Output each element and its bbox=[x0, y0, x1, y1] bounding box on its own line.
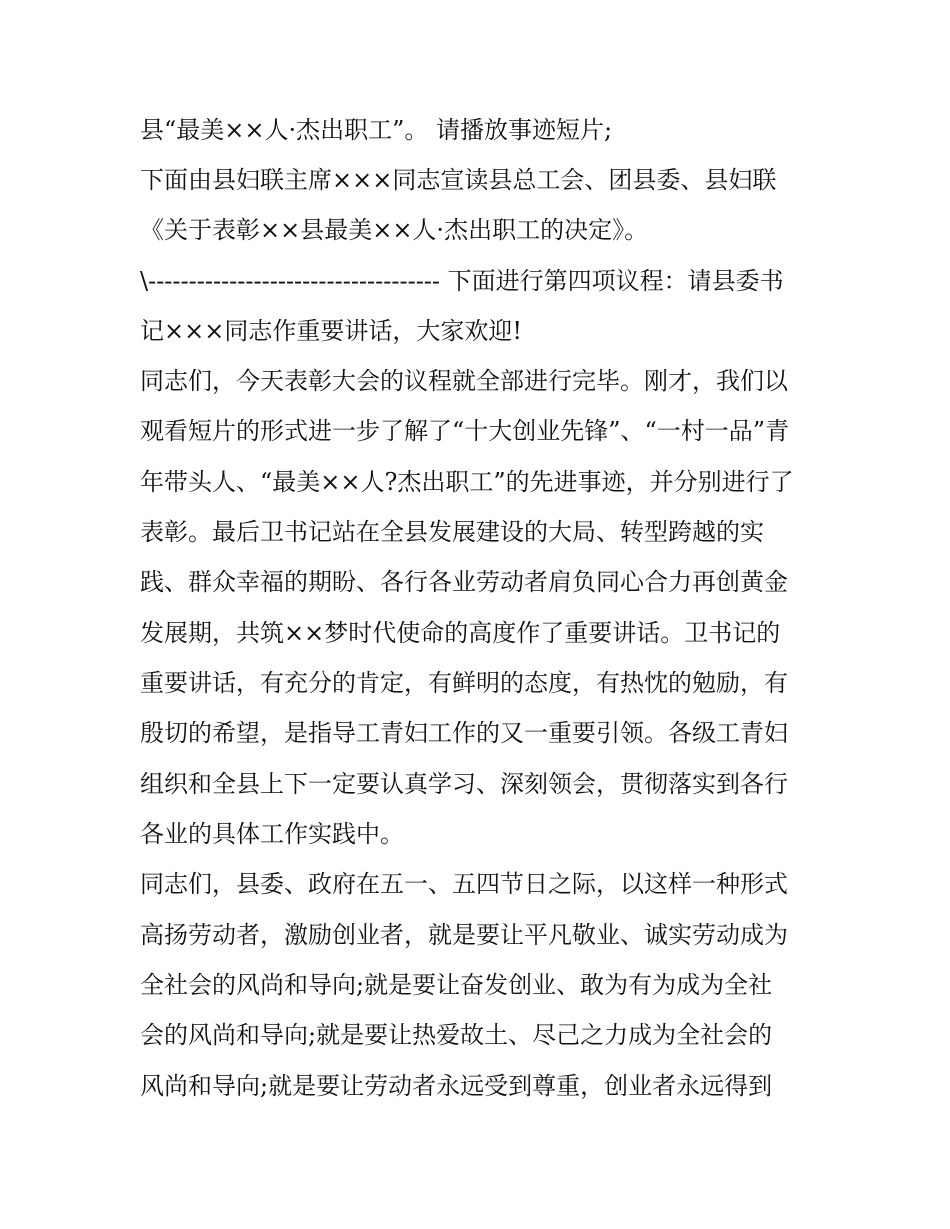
text-line: 下面由县妇联主席×××同志宣读县总工会、团县委、县妇联 bbox=[140, 166, 777, 194]
text-line: 同志们，今天表彰大会的议程就全部进行完毕。刚才，我们以 bbox=[140, 367, 788, 395]
text-line: 县“最美××人·杰出职工”。 请播放事迹短片; bbox=[140, 116, 613, 144]
text-line: \------------------------------------ 下面进行第四项议程：请县委书 bbox=[140, 267, 784, 295]
text-line: 风尚和导向;就是要让劳动者永远受到尊重，创业者永远得到 bbox=[140, 1072, 773, 1100]
text-line: 践、群众幸福的期盼、各行各业劳动者肩负同心合力再创黄金 bbox=[140, 568, 788, 596]
text-line: 观看短片的形式进一步了解了“十大创业先锋”、“一村一品”青 bbox=[140, 417, 790, 445]
text-line: 高扬劳动者，激励创业者，就是要让平凡敬业、诚实劳动成为 bbox=[140, 921, 788, 949]
text-line: 全社会的风尚和导向;就是要让奋发创业、敢为有为成为全社 bbox=[140, 971, 773, 999]
text-line: 《关于表彰××县最美××人·杰出职工的决定》。 bbox=[140, 216, 649, 244]
text-line: 年带头人、“最美××人?杰出职工”的先进事迹，并分别进行了 bbox=[140, 468, 794, 496]
text-line: 各业的具体工作实践中。 bbox=[140, 820, 404, 848]
text-line: 记×××同志作重要讲话，大家欢迎! bbox=[140, 317, 522, 345]
text-line: 重要讲话，有充分的肯定，有鲜明的态度，有热忱的勉励，有 bbox=[140, 669, 788, 697]
text-line: 组织和全县上下一定要认真学习、深刻领会，贯彻落实到各行 bbox=[140, 770, 788, 798]
text-line: 表彰。最后卫书记站在全县发展建设的大局、转型跨越的实 bbox=[140, 518, 764, 546]
text-line: 殷切的希望，是指导工青妇工作的又一重要引领。各级工青妇 bbox=[140, 719, 788, 747]
text-line: 同志们，县委、政府在五一、五四节日之际，以这样一种形式 bbox=[140, 870, 788, 898]
text-line: 发展期，共筑××梦时代使命的高度作了重要讲话。卫书记的 bbox=[140, 619, 781, 647]
text-line: 会的风尚和导向;就是要让热爱故土、尽己之力成为全社会的 bbox=[140, 1021, 773, 1049]
